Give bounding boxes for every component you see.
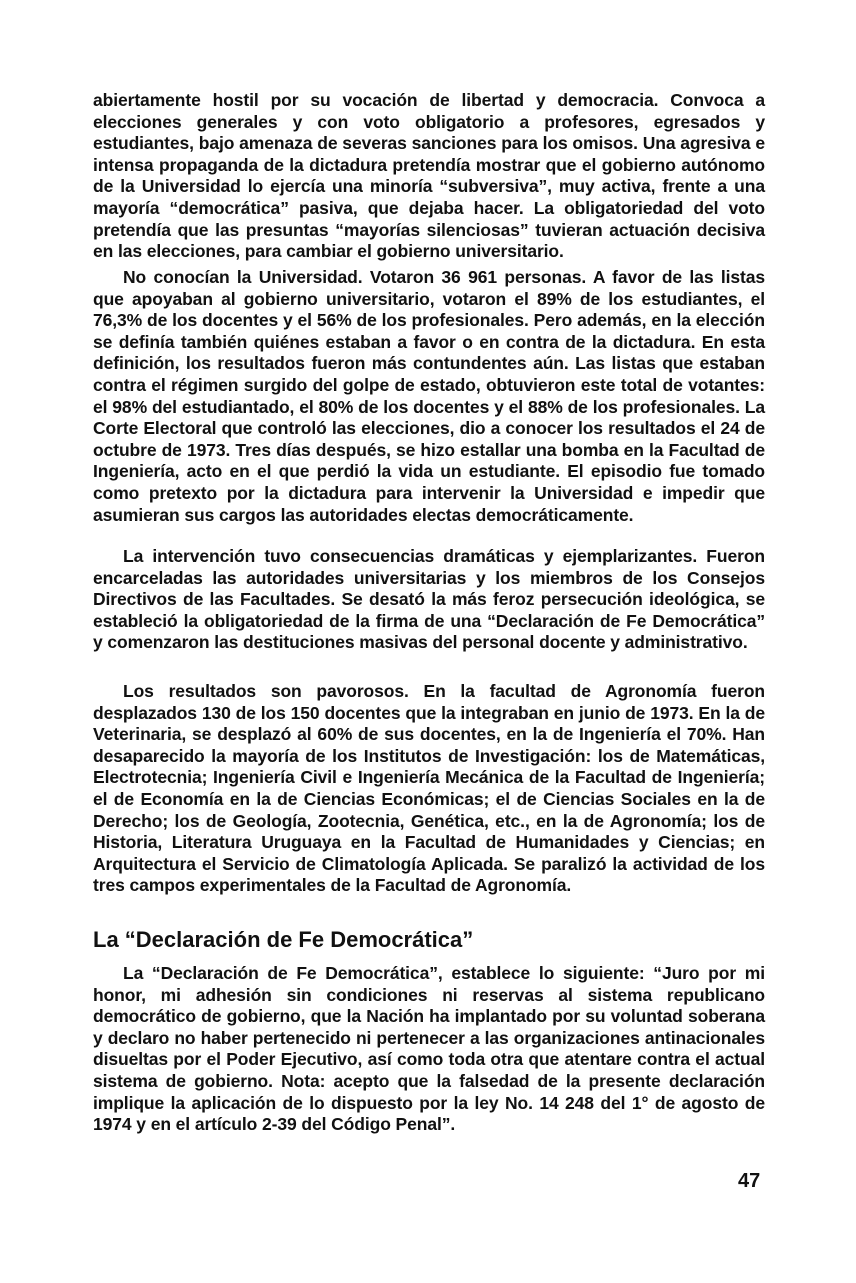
- paragraph-2-text: No conocían la Universidad. Votaron 36 961 personas. A favor de las listas que apoyaban al gobierno universitario, votaron el 89% de los estudiantes, el 76,3% de los docentes y el 56% de los profesionales. Pero además, en la elección se definía también quiénes estaban a favor o en contra de la dictadura. En esta definición, los resultados fueron más contundentes aún. Las listas que estaban contra el régimen surgido del golpe de estado, obtuvieron este total de votantes: el 98% del estudiantado, el 80% de los docentes y el 88% de los profesionales. La Corte Electoral que controló las elecciones, dio a conocer los resultados el 24 de octubre de 1973. Tres días después, se hizo estallar una bomba en la Facultad de Ingeniería, acto en el que perdió la vida un estudiante. El episodio fue tomado como pretexto por la dictadura para intervenir la Universidad e impedir que asumieran sus cargos las autoridades electas democráticamente.: [93, 267, 765, 525]
- paragraph-2: [93, 267, 765, 526]
- paragraph-5: [93, 963, 765, 1136]
- paragraph-1: [93, 90, 765, 263]
- paragraph-3: [93, 546, 765, 654]
- section-heading: La “Declaración de Fe Democrática”: [93, 927, 474, 952]
- paragraph-3-text: La intervención tuvo consecuencias dramáticas y ejemplarizantes. Fueron encarceladas las autoridades universitarias y los miembros de los Consejos Directivos de las Facultades. Se desató la más feroz persecución ideológica, se estableció la obligatoriedad de la firma de una “Declaración de Fe Democrática” y comenzaron las destituciones masivas del personal docente y administrativo.: [93, 546, 765, 653]
- paragraph-5-text: La “Declaración de Fe Democrática”, establece lo siguiente: “Juro por mi honor, mi adhesión sin condiciones ni reservas al sistema republicano democrático de gobierno, que la Nación ha implantado por su voluntad soberana y declaro no haber pertenecido ni pertenecer a las organizaciones antinacionales disueltas por el Poder Ejecutivo, así como toda otra que atentare contra el actual sistema de gobierno. Nota: acepto que la falsedad de la presente declaración implique la aplicación de lo dispuesto por la ley No. 14 248 del 1° de agosto de 1974 y en el artículo 2-39 del Código Penal”.: [93, 963, 765, 1135]
- paragraph-1-text: abiertamente hostil por su vocación de libertad y democracia. Convoca a elecciones generales y con voto obligatorio a profesores, egresados y estudiantes, bajo amenaza de severas sanciones para los omisos. Una agresiva e intensa propaganda de la dictadura pretendía mostrar que el gobierno autónomo de la Universidad lo ejercía una minoría “subversiva”, muy activa, frente a una mayoría “democrática” pasiva, que dejaba hacer. La obligatoriedad del voto pretendía que las presuntas “mayorías silenciosas” tuvieran actuación decisiva en las elecciones, para cambiar el gobierno universitario.: [93, 90, 765, 262]
- paragraph-4-text: Los resultados son pavorosos. En la facultad de Agronomía fueron desplazados 130 de los 150 docentes que la integraban en junio de 1973. En la de Veterinaria, se desplazó al 60% de sus docentes, en la de Ingeniería el 70%. Han desaparecido la mayoría de los Institutos de Investigación: los de Matemáticas, Electrotecnia; Ingeniería Civil e Ingeniería Mecánica de la Facultad de Ingeniería; el de Economía en la de Ciencias Económicas; el de Ciencias Sociales en la de Derecho; los de Geología, Zootecnia, Genética, etc., en la de Agronomía; los de Historia, Literatura Uruguaya en la Facultad de Humanidades y Ciencias; en Arquitectura el Servicio de Climatología Aplicada. Se paralizó la actividad de los tres campos experimentales de la Facultad de Agronomía.: [93, 681, 765, 896]
- paragraph-4: [93, 681, 765, 897]
- page-number: 47: [738, 1170, 761, 1192]
